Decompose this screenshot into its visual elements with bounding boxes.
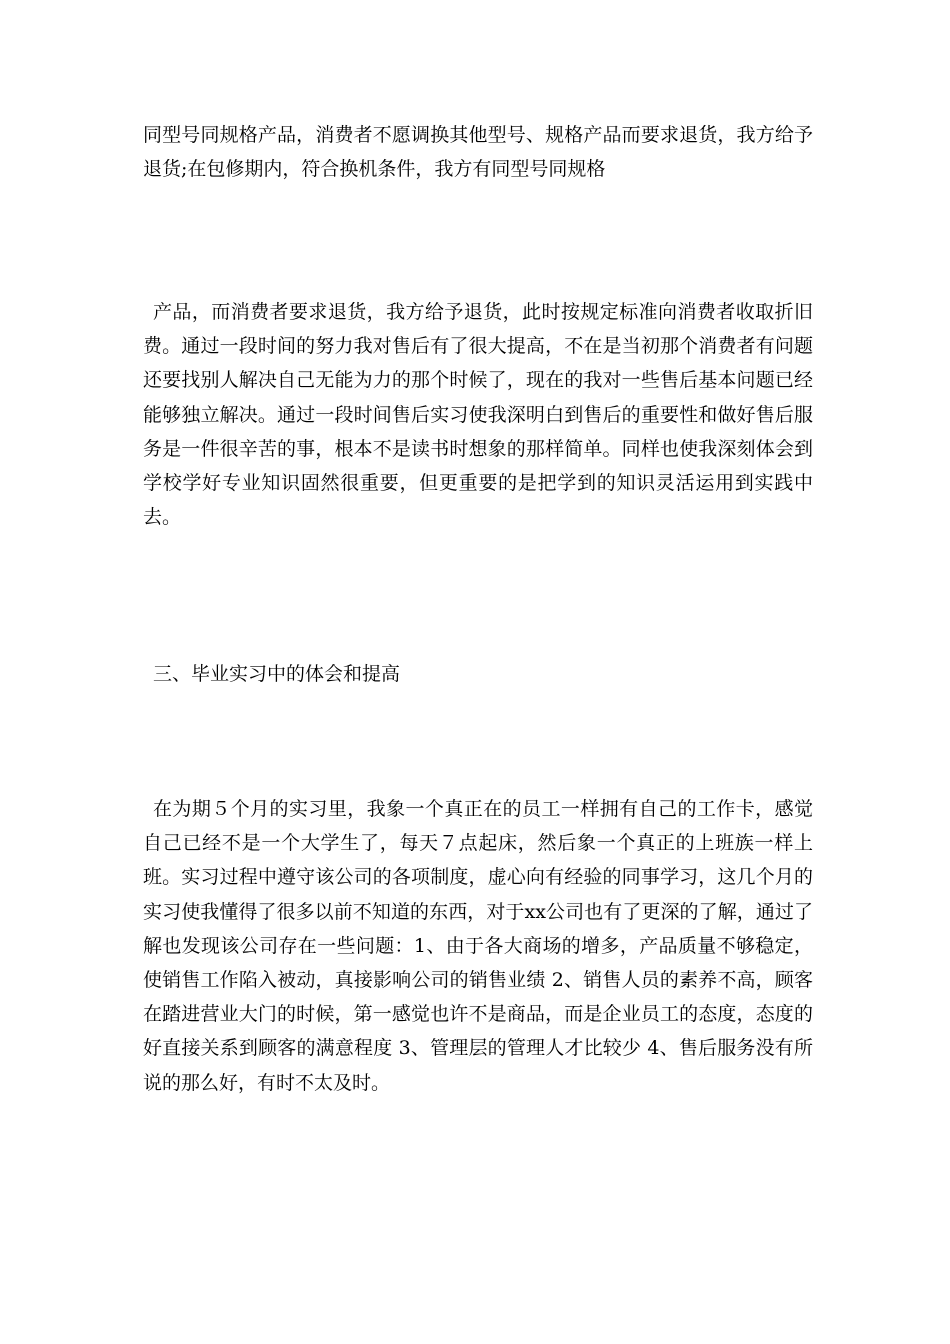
- paragraph-continuation: 同型号同规格产品，消费者不愿调换其他型号、规格产品而要求退货，我方给予退货;在包修期内，符合换机条件，我方有同型号同规格: [143, 124, 813, 181]
- paragraph-after-sales: 产品，而消费者要求退货，我方给予退货，此时按规定标准向消费者收取折旧费。通过一段时间的努力我对售后有了很大提高，不在是当初那个消费者有问题还要找别人解决自己无能为力的那个时候了，现在的我对一些售后基本问题已经能够独立解决。通过一段时间售后实习使我深明白到售后的重要性和做好售后服务是一件很辛苦的事，根本不是读书时想象的那样简单。同样也使我深刻体会到学校学好专业知识固然很重要，但更重要的是把学到的知识灵活运用到实践中去。: [143, 301, 813, 529]
- paragraph-internship-experience: 在为期５个月的实习里，我象一个真正在的员工一样拥有自己的工作卡，感觉自己已经不是一个大学生了，每天７点起床，然后象一个真正的上班族一样上班。实习过程中遵守该公司的各项制度，虚心向有经验的同事学习，这几个月的实习使我懂得了很多以前不知道的东西，对于xx公司也有了更深的了解，通过了解也发现该公司存在一些问题：1、由于各大商场的增多，产品质量不够稳定，使销售工作陷入被动，真接影响公司的销售业绩 2、销售人员的素养不高，顾客在踏进营业大门的时候，第一感觉也许不是商品，而是企业员工的态度，态度的好直接关系到顾客的满意程度 3、管理层的管理人才比较少 4、售后服务没有所说的那么好，有时不太及时。: [143, 798, 813, 1094]
- section-heading: 三、毕业实习中的体会和提高: [153, 663, 401, 685]
